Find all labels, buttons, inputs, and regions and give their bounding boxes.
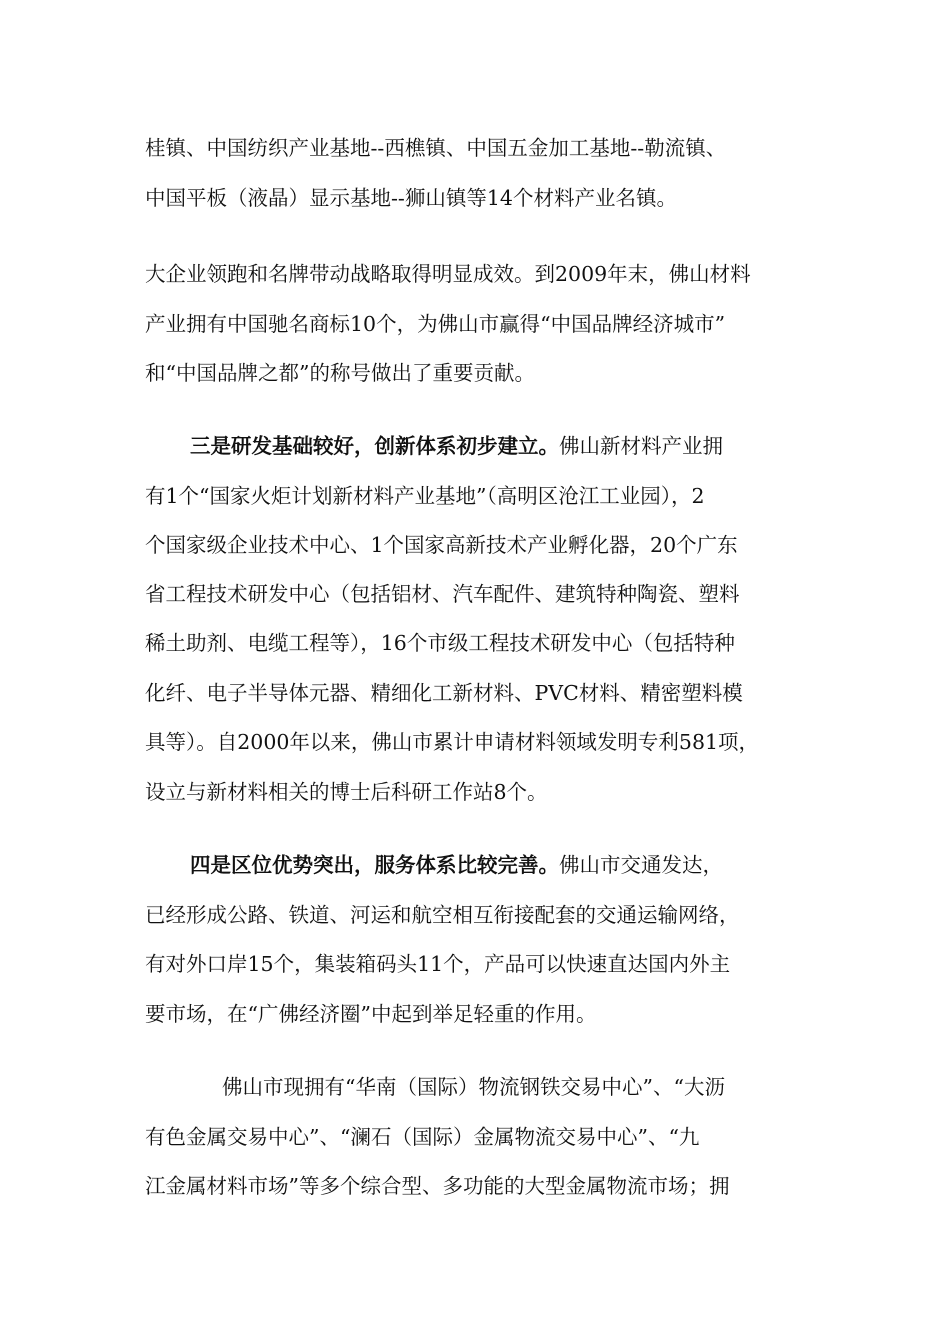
paragraph-line: 中国平板（液晶）显示基地--狮山镇等14个材料产业名镇。 xyxy=(145,186,677,210)
paragraph-line: 稀土助剂、电缆工程等），16个市级工程技术研发中心（包括特种 xyxy=(145,631,735,655)
paragraph-line: 设立与新材料相关的博士后科研工作站8个。 xyxy=(145,780,548,804)
paragraph-line: 个国家级企业技术中心、1个国家高新技术产业孵化器，20个广东 xyxy=(145,533,738,557)
paragraph-line: 具等）。自2000年以来，佛山市累计申请材料领域发明专利581项， xyxy=(145,730,760,754)
paragraph-line: 要市场，在“广佛经济圈”中起到举足轻重的作用。 xyxy=(145,1002,597,1026)
paragraph-line: 已经形成公路、铁道、河运和航空相互衔接配套的交通运输网络， xyxy=(145,903,740,927)
paragraph-line: 和“中国品牌之都”的称号做出了重要贡献。 xyxy=(145,361,535,385)
paragraph-line: 有色金属交易中心”、“澜石（国际）金属物流交易中心”、“九 xyxy=(145,1125,700,1149)
paragraph-line: 产业拥有中国驰名商标10个，为佛山市赢得“中国品牌经济城市” xyxy=(145,312,726,336)
paragraph-first-line: 佛山市现拥有“华南（国际）物流钢铁交易中心”、“大沥 xyxy=(222,1075,725,1099)
paragraph-first-line xyxy=(190,855,723,876)
paragraph-line: 有1个“国家火炬计划新材料产业基地”（高明区沧江工业园），2 xyxy=(145,484,705,508)
paragraph-line: 省工程技术研发中心（包括铝材、汽车配件、建筑特种陶瓷、塑料 xyxy=(145,582,740,606)
paragraph-line: 化纤、电子半导体元器、精细化工新材料、PVC材料、精密塑料模 xyxy=(145,681,743,705)
paragraph-line: 大企业领跑和名牌带动战略取得明显成效。到2009年末，佛山材料 xyxy=(145,262,751,286)
paragraph-line: 有对外口岸15个，集装箱码头11个，产品可以快速直达国内外主 xyxy=(145,952,731,976)
paragraph-text: 佛山市交通发达， xyxy=(559,853,723,877)
paragraph-text: 佛山新材料产业拥 xyxy=(559,434,723,458)
paragraph-line: 桂镇、中国纺织产业基地--西樵镇、中国五金加工基地--勒流镇、 xyxy=(145,136,727,160)
paragraph-first-line xyxy=(190,436,723,457)
section-heading: 四是区位优势突出，服务体系比较完善。 xyxy=(190,853,559,877)
section-heading: 三是研发基础较好，创新体系初步建立。 xyxy=(190,434,559,458)
paragraph-line: 江金属材料市场”等多个综合型、多功能的大型金属物流市场；拥 xyxy=(145,1174,730,1198)
